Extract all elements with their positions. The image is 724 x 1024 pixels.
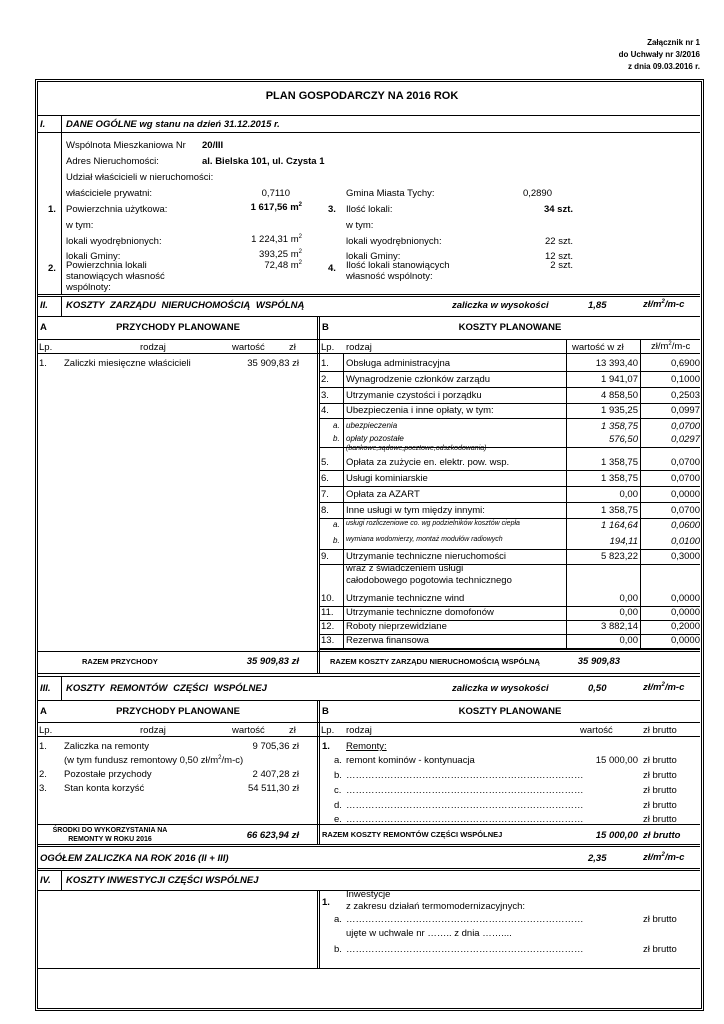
cost-row-value: 1 358,75	[601, 505, 638, 516]
repairs-total-label: RAZEM KOSZTY REMONTÓW CZĘŚCI WSPÓLNEJ	[322, 830, 503, 839]
cost-row-rate: 0,0700	[670, 457, 700, 468]
address-value: al. Bielska 101, ul. Czysta 1	[202, 156, 325, 167]
gmina-label: Gmina Miasta Tychy:	[346, 188, 435, 199]
cost-row-number: a.	[333, 421, 340, 430]
cost-row-rate: 0,0700	[670, 505, 700, 516]
cost-row-value: 1 358,75	[601, 457, 638, 468]
repairs-total-unit: zł brutto	[643, 830, 681, 841]
section-2-col-b: B	[322, 322, 329, 333]
income-number: 1.	[39, 358, 47, 369]
cost-row-label: Usługi kominiarskie	[346, 473, 428, 484]
cost-row-label: Utrzymanie czystości i porządku	[346, 390, 482, 401]
repair-income-2-label: Pozostałe przychody	[64, 769, 152, 780]
repair-a-number: a.	[334, 755, 342, 766]
cost-row-rate: 0,0100	[670, 536, 700, 547]
section-3-title: KOSZTY REMONTÓW CZĘŚCI WSPÓLNEJ	[66, 683, 267, 694]
gmina-area-label: lokali Gminy:	[66, 251, 121, 262]
repair-a-unit: zł brutto	[643, 755, 677, 766]
section-2-zl: zł	[289, 342, 296, 353]
section-3-advance-value: 0,50	[588, 683, 607, 694]
address-label: Adres Nieruchomości:	[66, 156, 159, 167]
repairs-number: 1.	[322, 741, 330, 752]
separated-area-label: lokali wyodrębnionych:	[66, 236, 162, 247]
repair-income-1-value: 9 705,36 zł	[252, 741, 299, 752]
cost-row-value: 1 941,07	[601, 374, 638, 385]
cost-row-rate: 0,2000	[670, 621, 700, 632]
section-2-advance-label: zaliczka w wysokości	[452, 300, 549, 311]
cost-row-value: 5 823,22	[601, 551, 638, 562]
investment-a-dots: …………………………………………………………………	[346, 914, 584, 925]
cost-row-rate: 0,0000	[670, 635, 700, 646]
investment-number: 1.	[322, 897, 330, 908]
income-label: Zaliczki miesięczne właścicieli	[64, 358, 191, 369]
standing-area-label: Powierzchnia lokali stanowiących własność wspólnoty:	[66, 260, 165, 293]
cost-row-rate: 0,1000	[670, 374, 700, 385]
community-value: 20/III	[202, 140, 224, 151]
investment-label: Inwestycje	[346, 889, 391, 900]
cost-row-value: 0,00	[619, 489, 638, 500]
cost-row-number: 3.	[321, 390, 329, 401]
section-2-lp2: Lp.	[321, 342, 335, 353]
section-3-income-title: PRZYCHODY PLANOWANE	[116, 706, 240, 717]
private-label: właściciele prywatni:	[66, 188, 153, 199]
repair-income-2-number: 2.	[39, 769, 47, 780]
section-3-rodzaj2: rodzaj	[346, 725, 372, 736]
cost-row-label: Utrzymanie techniczne domofonów	[346, 607, 494, 618]
repair-c-dots: …………………………………………………………………	[346, 785, 584, 796]
cost-row-number: 1.	[321, 358, 329, 369]
cost-row-value: 0,00	[619, 593, 638, 604]
cost-row-label: ubezpieczenia	[346, 421, 398, 430]
section-3-advance-label: zaliczka w wysokości	[452, 683, 549, 694]
repair-c-unit: zł brutto	[643, 785, 677, 796]
cost-row-value: 576,50	[608, 434, 638, 445]
cost-row-number: 12.	[321, 621, 335, 632]
separated-area-value: 1 224,31 $m^2$	[251, 233, 302, 245]
cost-row-number: 9.	[321, 551, 329, 562]
cost-row-number: 7.	[321, 489, 329, 500]
repair-e-unit: zł brutto	[643, 814, 677, 825]
repairs-total-value: 15 000,00	[595, 830, 638, 841]
section-4-number: IV.	[40, 875, 51, 886]
cost-row-label: Utrzymanie techniczne wind	[346, 593, 465, 604]
repair-b-number: b.	[334, 770, 342, 781]
cost-row-rate: 0,0000	[670, 593, 700, 604]
repair-income-1-label: Zaliczka na remonty	[64, 741, 150, 752]
overall-unit: $zł/m^2/m-c$	[643, 851, 685, 863]
cost-row-number: a.	[333, 520, 340, 529]
repair-a-label: remont kominów - kontynuacja	[346, 755, 475, 766]
cost-row-label: Roboty nieprzewidziane	[346, 621, 447, 632]
private-value: 0,7110	[261, 188, 290, 199]
cost-row-rate: 0,0000	[670, 489, 700, 500]
section-3-wartosc: wartość	[232, 725, 265, 736]
investment-b-unit: zł brutto	[643, 944, 677, 955]
cost-row-rate: 0,0297	[670, 434, 700, 445]
section-3-lp: Lp.	[39, 725, 53, 736]
cost-row-label: Rezerwa finansowa	[346, 635, 429, 646]
section-3-col-b: B	[322, 706, 329, 717]
repair-e-dots: …………………………………………………………………	[346, 814, 584, 825]
cost-row-number: 11.	[321, 607, 334, 618]
repair-e-number: e.	[334, 814, 342, 825]
repair-income-3-label: Stan konta korzyść	[64, 783, 145, 794]
section-3-rodzaj: rodzaj	[140, 725, 166, 736]
section-2-rodzaj2: rodzaj	[346, 342, 372, 353]
cost-row-rate: 0,0000	[670, 607, 700, 618]
total-income-label: RAZEM PRZYCHODY	[82, 657, 158, 666]
cost-row-value: 1 935,25	[601, 405, 638, 416]
cost-row-value: 13 393,40	[595, 358, 638, 369]
cost-row-value: 3 882,14	[601, 621, 638, 632]
cost-row-value: 0,00	[619, 635, 638, 646]
section-3-costs-title: KOSZTY PLANOWANE	[458, 706, 562, 717]
section-2-rate-header: $zł/m^2/m-c$	[651, 340, 691, 352]
cost-row-value: 0,00	[619, 607, 638, 618]
cost-row-value: 194,11	[609, 536, 638, 547]
cost-row-number: 5.	[321, 457, 329, 468]
section-2-rodzaj: rodzaj	[140, 342, 166, 353]
cost-row-rate: 0,6900	[670, 358, 700, 369]
cost-row-number: 6.	[321, 473, 329, 484]
cost-row-rate: 0,3000	[670, 551, 700, 562]
tech-maintenance-line2: wraz z świadczeniem usługi	[346, 563, 464, 574]
investment-a-unit: zł brutto	[643, 914, 677, 925]
section-2-advance-value: 1,85	[588, 300, 607, 311]
attachment-resolution: do Uchwały nr 3/2016	[618, 50, 700, 59]
standing-units-value: 2 szt.	[550, 260, 573, 271]
section-2-costs-title: KOSZTY PLANOWANE	[458, 322, 562, 333]
cost-row-label: Wynagrodzenie członków zarządu	[346, 374, 491, 385]
section-3-col-a: A	[40, 706, 47, 717]
cost-row-number: 8.	[321, 505, 329, 516]
section-4-title: KOSZTY INWESTYCJI CZĘŚCI WSPÓLNEJ	[66, 875, 259, 886]
cost-row-label: opłaty pozostałe	[346, 434, 404, 443]
gmina-area-value: 393,25 $m^2$	[259, 248, 302, 260]
section-2-title: KOSZTY ZARZĄDU NIERUCHOMOŚCIĄ WSPÓLNĄ	[66, 300, 305, 311]
section-3-zl: zł	[289, 725, 296, 736]
tech-maintenance-line3: całodobowego pogotowia technicznego	[346, 575, 512, 586]
investment-a-number: a.	[334, 914, 342, 925]
cost-row-rate: 0,2503	[670, 390, 700, 401]
cost-row-label: usługi rozliczeniowe co. wg podzielników kosztów ciepła	[346, 520, 520, 527]
cost-row-label: Ubezpieczenia i inne opłaty, w tym:	[346, 405, 494, 416]
investment-b-number: b.	[334, 944, 342, 955]
section-2-income-title: PRZYCHODY PLANOWANE	[116, 322, 240, 333]
repairs-label: Remonty:	[346, 741, 387, 752]
share-label: Udział właścicieli w nieruchomości:	[66, 172, 214, 183]
attachment-number: Załącznik nr 1	[647, 38, 700, 47]
area-value: 1 617,56 $m^2$	[250, 201, 302, 213]
cost-row-rate: 0,0700	[670, 473, 700, 484]
cost-row-label: Utrzymanie techniczne nieruchomości	[346, 551, 506, 562]
overall-label: OGÓŁEM ZALICZKA NA ROK 2016 (II + III)	[40, 853, 229, 864]
gmina-units-label: lokali Gminy:	[346, 251, 401, 262]
gmina-value: 0,2890	[522, 188, 552, 199]
item-4-number: 4.	[328, 263, 336, 274]
investment-b-dots: …………………………………………………………………	[346, 944, 584, 955]
repair-d-unit: zł brutto	[643, 800, 677, 811]
cost-row-number: b.	[333, 536, 340, 545]
repair-b-unit: zł brutto	[643, 770, 677, 781]
section-2-number: II.	[40, 300, 48, 311]
separated-units-label: lokali wyodrębnionych:	[346, 236, 442, 247]
item-3-number: 3.	[328, 204, 336, 215]
cost-row-number: 2.	[321, 374, 329, 385]
community-label: Wspólnota Mieszkaniowa Nr	[66, 140, 186, 151]
total-costs-value: 35 909,83	[577, 656, 620, 667]
total-income-value: 35 909,83 zł	[246, 656, 299, 667]
gmina-units-value: 12 szt.	[545, 251, 573, 262]
item-1-number: 1.	[48, 204, 56, 215]
cost-row-label: Opłata za AZART	[346, 489, 420, 500]
repair-income-1-number: 1.	[39, 741, 47, 752]
cost-row-label: Opłata za zużycie en. elektr. pow. wsp.	[346, 457, 510, 468]
cost-row-rate: 0,0600	[670, 520, 700, 531]
wtym-right: w tym:	[346, 220, 374, 231]
overall-value: 2,35	[588, 853, 607, 864]
investment-resolution: ujęte w uchwale nr …….. z dnia ……....	[346, 928, 512, 939]
funds-value: 66 623,94 zł	[246, 830, 299, 841]
repair-d-dots: …………………………………………………………………	[346, 800, 584, 811]
section-3-lp2: Lp.	[321, 725, 335, 736]
other-fees-note: (bankowe,sądowe,pocztowe,odszkodowania)	[346, 445, 487, 452]
page-title: PLAN GOSPODARCZY NA 2016 ROK	[265, 90, 459, 102]
cost-row-number: 4.	[321, 405, 329, 416]
repair-income-3-value: 54 511,30 zł	[247, 783, 299, 794]
cost-row-value: 1 358,75	[601, 421, 638, 432]
section-2-unit: $zł/m^2/m-c$	[643, 298, 685, 310]
section-3-number: III.	[40, 683, 51, 694]
cost-row-number: b.	[333, 434, 340, 443]
repair-income-3-number: 3.	[39, 783, 47, 794]
section-2-wartosc-zl: wartość w zł	[572, 342, 624, 353]
cost-row-value: 4 858,50	[601, 390, 638, 401]
section-3-wartosc2: wartość	[580, 725, 613, 736]
repair-c-number: c.	[334, 785, 342, 796]
repair-b-dots: …………………………………………………………………	[346, 770, 584, 781]
repair-d-number: d.	[334, 800, 342, 811]
units-label: Ilość lokali:	[346, 204, 393, 215]
section-2-wartosc: wartość	[232, 342, 265, 353]
standing-units-label: Ilość lokali stanowiących własność wspólnoty:	[346, 260, 450, 282]
cost-row-rate: 0,0997	[670, 405, 700, 416]
cost-row-value: 1 358,75	[601, 473, 638, 484]
standing-area-value: 72,48 $m^2$	[264, 259, 302, 271]
repair-a-value: 15 000,00	[595, 755, 638, 766]
cost-row-rate: 0,0700	[670, 421, 700, 432]
section-2-col-a: A	[40, 322, 47, 333]
funds-label: ŚRODKI DO WYKORZYSTANIA NA REMONTY W ROKU 2016	[52, 827, 168, 843]
separated-units-value: 22 szt.	[545, 236, 573, 247]
units-value: 34 szt.	[543, 204, 573, 215]
cost-row-label: wymiana wodomierzy, montaż modułów radiowych	[346, 536, 503, 543]
area-label: Powierzchnia użytkowa:	[66, 204, 168, 215]
cost-row-number: 13.	[321, 635, 335, 646]
section-1-title: DANE OGÓLNE wg stanu na dzień 31.12.2015 r.	[66, 119, 280, 130]
item-2-number: 2.	[48, 263, 56, 274]
total-costs-label: RAZEM KOSZTY ZARZĄDU NIERUCHOMOŚCIĄ WSPÓLNĄ	[330, 657, 540, 666]
investment-scope: z zakresu działań termomodernizacyjnych:	[346, 901, 525, 912]
repair-income-1-note: (w tym fundusz remontowy 0,50 $zł/m^2/m-c$)	[64, 754, 244, 766]
cost-row-label: Inne usługi w tym między innymi:	[346, 505, 485, 516]
cost-row-label: Obsługa administracyjna	[346, 358, 451, 369]
cost-row-number: 10.	[321, 593, 335, 604]
section-3-unit: $zł/m^2/m-c$	[643, 681, 685, 693]
section-3-zl-brutto: zł brutto	[643, 725, 677, 736]
wtym-left: w tym:	[66, 220, 94, 231]
cost-row-value: 1 164,64	[601, 520, 638, 531]
section-1-number: I.	[40, 119, 46, 130]
section-2-lp: Lp.	[39, 342, 53, 353]
attachment-date: z dnia 09.03.2016 r.	[627, 62, 700, 71]
income-value: 35 909,83 zł	[247, 358, 299, 369]
repair-income-2-value: 2 407,28 zł	[252, 769, 299, 780]
